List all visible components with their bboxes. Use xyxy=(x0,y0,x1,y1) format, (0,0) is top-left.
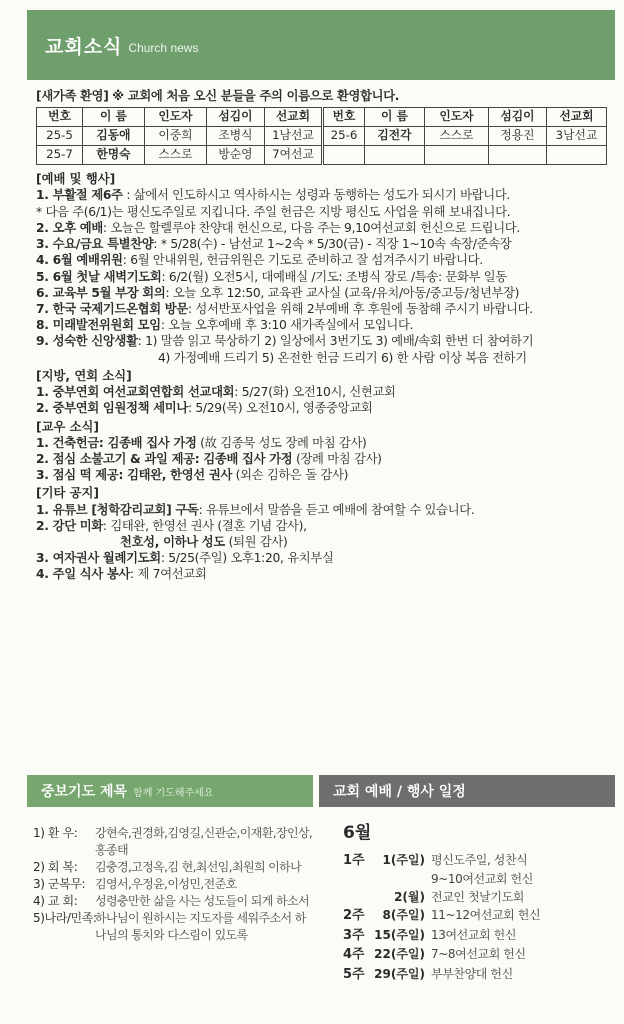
col-header: 선교회 xyxy=(265,108,323,127)
cell: 방순영 xyxy=(207,146,265,165)
prayer-subtitle: 함께 기도해주세요 xyxy=(133,787,214,799)
list-item: 7. 한국 국제기드온협회 방문: 성서반포사업을 위해 2부예배 후 후원에 동참해 주시기 바랍니다. xyxy=(36,301,533,316)
prayer-item: 1) 환 우: 강현숙,권경화,김영길,신관순,이재환,장인상,홍종태 xyxy=(33,826,313,858)
col-header: 번호 xyxy=(37,108,83,127)
prayer-item: 2) 회 복: 김충경,고정옥,김 현,최선임,최원희 이하나 xyxy=(33,860,302,875)
col-header: 이 름 xyxy=(365,108,425,127)
list-item: 5. 6월 첫날 새벽기도회: 6/2(월) 오전5시, 대예배실 /기도: 조병식 장로 /특송: 문화부 일동 xyxy=(36,269,507,284)
prayer-item: 5)나라/민족: 하나님이 원하시는 지도자를 세워주소서 하나님의 통치와 다스림이 있도록 xyxy=(33,911,306,943)
cell xyxy=(365,146,425,165)
cell: 스스로 xyxy=(425,127,489,146)
cell: 3남선교 xyxy=(547,127,607,146)
list-item: 천호성, 이하나 성도 (퇴원 감사) xyxy=(120,535,288,550)
list-item: 1. 건축헌금: 김종배 집사 가정 (故 김종묵 성도 장례 마침 감사) xyxy=(36,435,367,450)
cell: 스스로 xyxy=(145,146,207,165)
list-item: 4) 가정예배 드리기 5) 온전한 헌금 드리기 6) 한 사람 이상 복음 전하기 xyxy=(158,350,527,365)
district-heading: [지방, 연회 소식] xyxy=(36,368,132,383)
schedule-item: 9~10여선교회 헌신 xyxy=(431,872,533,886)
col-header: 섬김이 xyxy=(489,108,547,127)
list-item: 2. 중부연회 임원정책 세미나: 5/29(목) 오전10시, 영종중앙교회 xyxy=(36,401,373,416)
col-header: 선교회 xyxy=(547,108,607,127)
list-item: 2. 오후 예배: 오늘은 할렐루야 찬양대 헌신으로, 다음 주는 9,10여선교회 헌신으로 드립니다. xyxy=(36,220,520,235)
news-content xyxy=(36,88,616,583)
schedule-month: 6월 xyxy=(343,823,372,843)
members-heading: [교우 소식] xyxy=(36,419,100,434)
prayer-item: 3) 군복무: 김영서,우정윤,이성민,전준호 xyxy=(33,877,237,892)
list-item: 2. 강단 미화: 김태완, 한영선 권사 (결혼 기념 감사), xyxy=(36,518,307,533)
cell: 정용진 xyxy=(489,127,547,146)
col-header: 번호 xyxy=(323,108,365,127)
cell: 25-6 xyxy=(323,127,365,146)
table-row xyxy=(37,146,607,165)
welcome-heading-row xyxy=(36,88,616,104)
list-item: 3. 점심 떡 제공: 김태완, 한영선 권사 (외손 김하은 돌 감사) xyxy=(36,468,349,483)
welcome-heading: [새가족 환영] xyxy=(36,89,109,103)
schedule-item: 2주 8(주일) 11~12여선교회 헌신 xyxy=(343,908,541,923)
page-header xyxy=(27,10,615,80)
cell xyxy=(547,146,607,165)
list-item: 1. 유튜브 [청학감리교회] 구독: 유튜브에서 말씀을 듣고 예배에 참여할 수 있습니다. xyxy=(36,502,475,517)
prayer-list xyxy=(27,807,313,944)
bottom-panels xyxy=(27,775,615,1015)
schedule-item: 4주 22(주일) 7~8여선교회 헌신 xyxy=(343,947,526,962)
new-family-table xyxy=(36,107,607,165)
schedule-item: 5주 29(주일) 부부찬양대 헌신 xyxy=(343,966,513,982)
cell: 이중희 xyxy=(145,127,207,146)
schedule-list xyxy=(319,807,615,984)
welcome-note: ※ 교회에 처음 오신 분들을 주의 이름으로 환영합니다. xyxy=(112,89,400,103)
schedule-item: 3주 15(주일) 13여선교회 헌신 xyxy=(343,927,517,943)
cell: 김동애 xyxy=(83,127,145,146)
list-item: 3. 수요/금요 특별찬양: * 5/28(수) - 남선교 1~2속 * 5/30(금) - 직장 1~10속 속장/준속장 xyxy=(36,237,512,252)
cell: 7여선교 xyxy=(265,146,323,165)
list-item: 2. 점심 소불고기 & 과일 제공: 김종배 집사 가정 (장례 마침 감사) xyxy=(36,451,382,466)
list-item: 1. 중부연회 여선교회연합회 선교대회: 5/27(화) 오전10시, 신현교회 xyxy=(36,385,396,400)
schedule-item: 1주 1(주일) 평신도주일, 성찬식 xyxy=(343,852,528,868)
col-header: 이 름 xyxy=(83,108,145,127)
schedule-title: 교회 예배 / 행사 일정 xyxy=(333,784,466,800)
prayer-item: 4) 교 회: 성령충만한 삶을 사는 성도들이 되게 하소서 xyxy=(33,894,309,909)
schedule-header xyxy=(319,775,615,807)
cell: 25-5 xyxy=(37,127,83,146)
list-item: 3. 여자권사 월례기도회: 5/25(주일) 오후1:20, 유치부실 xyxy=(36,551,334,566)
prayer-header xyxy=(27,775,313,807)
table-row xyxy=(37,127,607,146)
col-header: 인도자 xyxy=(145,108,207,127)
list-item: * 다음 주(6/1)는 평신도주일로 지킵니다. 주일 헌금은 지방 평신도 사업을 위해 보내집니다. xyxy=(36,204,511,219)
list-item: 8. 미래발전위원회 모임: 오늘 오후예배 후 3:10 새가족실에서 모입니다. xyxy=(36,318,414,333)
other-heading: [기타 공지] xyxy=(36,486,100,501)
list-item: 1. 부활절 제6주 : 삶에서 인도하시고 역사하시는 성령과 동행하는 성도가 되시기 바랍니다. xyxy=(36,188,511,203)
cell xyxy=(425,146,489,165)
list-item: 4. 주일 식사 봉사: 제 7여선교회 xyxy=(36,567,207,582)
prayer-title: 중보기도 제목 xyxy=(41,784,128,800)
schedule-panel xyxy=(319,775,615,1015)
list-item: 6. 교육부 5월 부장 회의: 오늘 오후 12:50, 교육관 교사실 (교육/유치/아동/중고등/청년부장) xyxy=(36,285,520,300)
list-item: 9. 성숙한 신앙생활: 1) 말씀 읽고 묵상하기 2) 일상에서 3번기도 3) 예배/속회 한번 더 참여하기 xyxy=(36,334,534,349)
cell: 조병식 xyxy=(207,127,265,146)
cell xyxy=(323,146,365,165)
col-header: 인도자 xyxy=(425,108,489,127)
page-title: 교회소식 xyxy=(45,35,123,58)
schedule-item: 2(월) 전교인 첫날기도회 xyxy=(394,890,524,904)
cell: 25-7 xyxy=(37,146,83,165)
list-item: 4. 6월 예배위원: 6월 안내위원, 헌금위원은 기도로 준비하고 잘 섬겨주시기 바랍니다. xyxy=(36,253,483,268)
page-subtitle: Church news xyxy=(128,40,199,55)
worship-heading: [예배 및 행사] xyxy=(36,172,116,187)
col-header: 섬김이 xyxy=(207,108,265,127)
prayer-panel xyxy=(27,775,313,1015)
cell: 1남선교 xyxy=(265,127,323,146)
cell xyxy=(489,146,547,165)
cell: 김전각 xyxy=(365,127,425,146)
cell: 한명숙 xyxy=(83,146,145,165)
